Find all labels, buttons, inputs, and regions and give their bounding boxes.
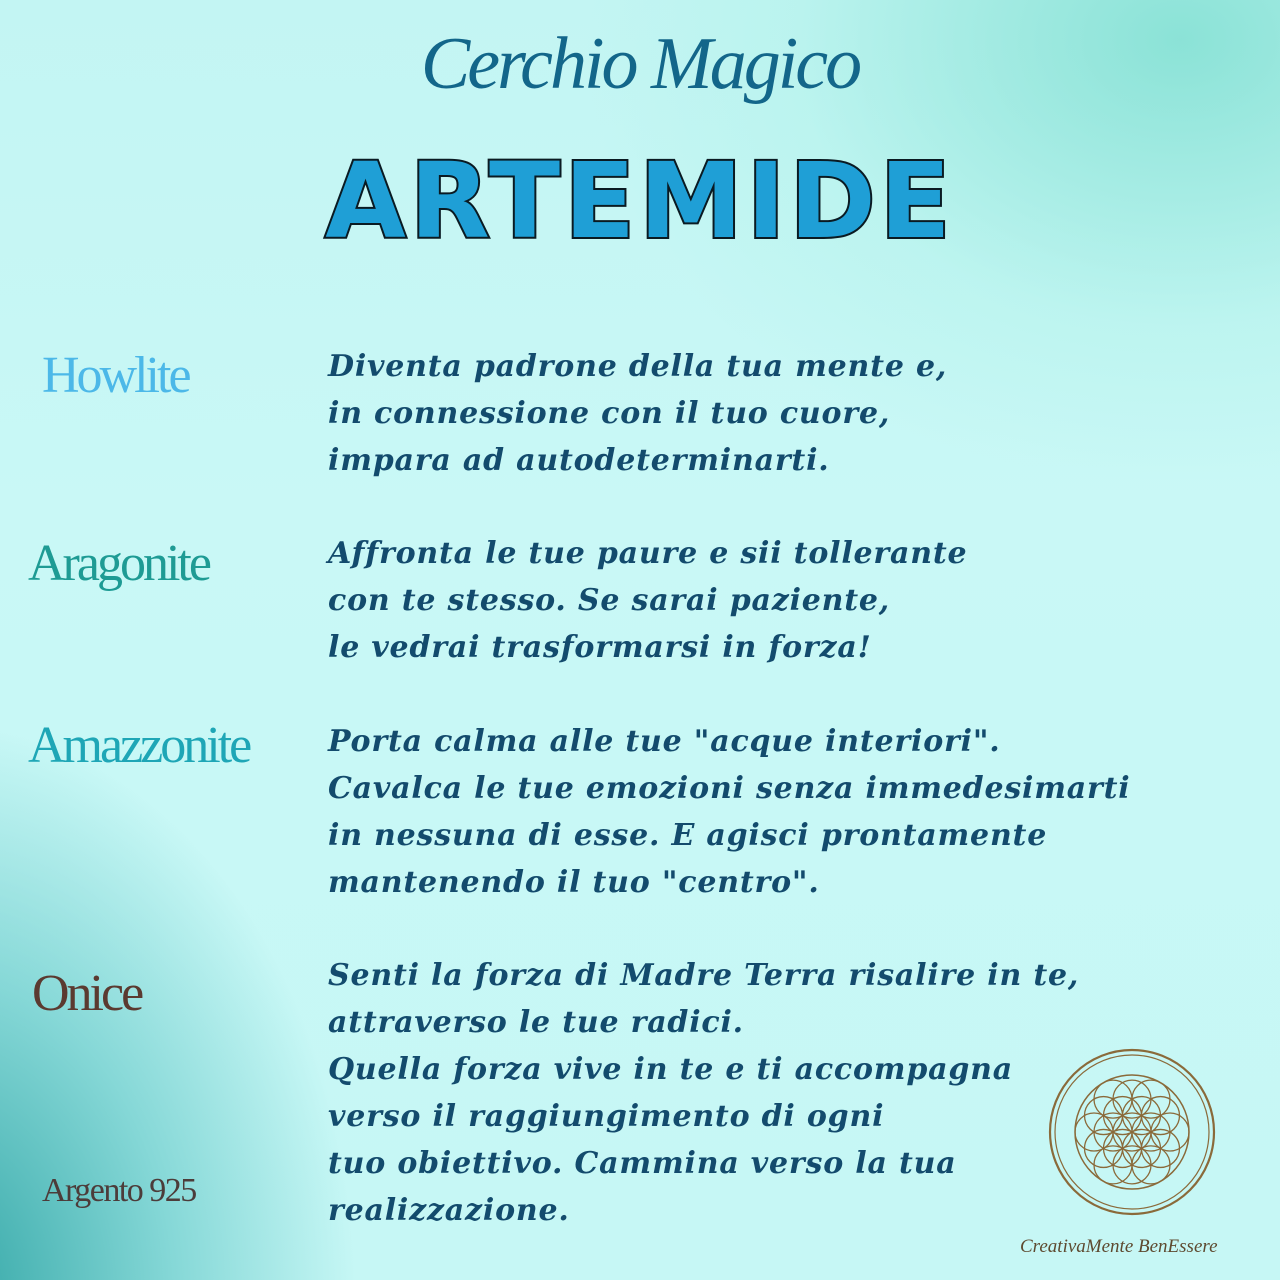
description-line: le vedrai trasformarsi in forza! bbox=[328, 630, 872, 665]
description-line: mantenendo il tuo "centro". bbox=[328, 865, 820, 900]
description-line: tuo obiettivo. Cammina verso la tua bbox=[328, 1146, 957, 1181]
description-line: in connessione con il tuo cuore, bbox=[328, 396, 891, 431]
description-line: Senti la forza di Madre Terra risalire in te, bbox=[328, 958, 1080, 993]
brand-name: CreativaMente BenEssere bbox=[1020, 1236, 1218, 1257]
description-line: attraverso le tue radici. bbox=[328, 1005, 744, 1040]
description-line: Affronta le tue paure e sii tollerante bbox=[328, 536, 968, 571]
description-line: verso il raggiungimento di ogni bbox=[328, 1099, 885, 1134]
description-line: Quella forza vive in te e ti accompagna bbox=[328, 1052, 1013, 1087]
description-line: Cavalca le tue emozioni senza immedesimarti bbox=[328, 771, 1131, 806]
subtitle: Cerchio Magico bbox=[420, 23, 860, 105]
flower-of-life-icon bbox=[1046, 1046, 1218, 1218]
metal-label: Argento 925 bbox=[42, 1172, 196, 1209]
stone-description-onice bbox=[328, 952, 1079, 1234]
stone-name-howlite: Howlite bbox=[42, 347, 189, 404]
description-line: con te stesso. Se sarai paziente, bbox=[328, 583, 891, 618]
stone-description-amazzonite bbox=[328, 718, 1130, 906]
description-line: realizzazione. bbox=[328, 1193, 570, 1228]
stone-name-onice: Onice bbox=[32, 965, 142, 1022]
description-line: Porta calma alle tue "acque interiori". bbox=[328, 724, 1001, 759]
stone-description-howlite bbox=[328, 343, 947, 484]
page-title: ARTEMIDE bbox=[325, 140, 955, 262]
description-line: Diventa padrone della tua mente e, bbox=[328, 349, 948, 384]
stone-description-aragonite bbox=[328, 530, 967, 671]
description-line: impara ad autodeterminarti. bbox=[328, 443, 830, 478]
description-line: in nessuna di esse. E agisci prontamente bbox=[328, 818, 1048, 853]
stone-name-aragonite: Aragonite bbox=[28, 535, 209, 592]
stone-name-amazzonite: Amazzonite bbox=[28, 717, 250, 774]
